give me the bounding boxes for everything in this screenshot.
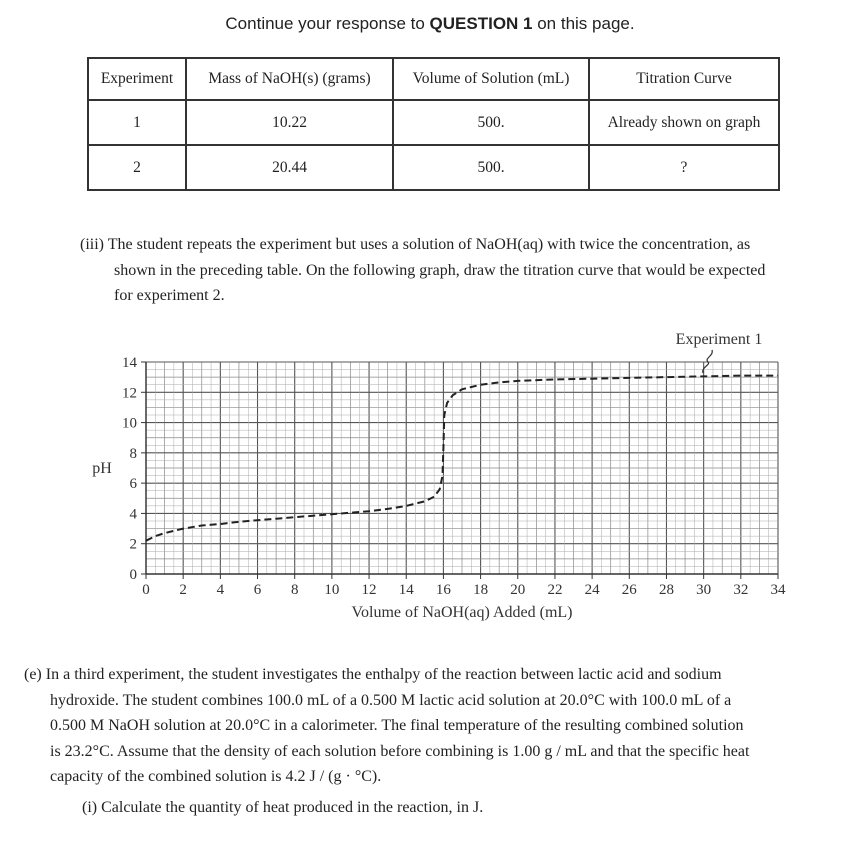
x-tick-label: 4 (216, 582, 225, 598)
part-e-line: capacity of the combined solution is 4.2 J / (g · °C). (50, 768, 382, 785)
chart-axes (122, 355, 786, 598)
table-header-cell: Titration Curve (589, 58, 779, 100)
table-cell: 500. (393, 100, 589, 145)
table-cell: ? (589, 145, 779, 190)
y-tick-label: 6 (129, 476, 137, 493)
y-tick-label: 12 (122, 385, 137, 402)
x-tick-label: 2 (179, 582, 187, 598)
table-cell: 1 (88, 100, 186, 145)
y-axis-label: pH (92, 460, 112, 477)
curve-annotation: Experiment 1 (675, 331, 763, 348)
part-i-text: (i) Calculate the quantity of heat produced in the reaction, in J. (82, 799, 484, 816)
header-suffix: on this page. (532, 14, 635, 33)
x-tick-label: 12 (361, 582, 377, 598)
header-question: QUESTION 1 (429, 14, 533, 33)
x-tick-label: 8 (290, 582, 299, 598)
y-tick-label: 2 (129, 536, 137, 553)
table-header-cell: Mass of NaOH(s) (grams) (186, 58, 393, 100)
x-tick-label: 24 (584, 582, 600, 598)
y-tick-label: 0 (129, 567, 137, 583)
x-tick-label: 10 (324, 582, 340, 598)
table-cell: Already shown on graph (589, 100, 779, 145)
x-tick-label: 34 (770, 582, 786, 598)
chart-grid (146, 362, 778, 574)
part-e-line: (e) In a third experiment, the student investigates the enthalpy of the reaction between lactic acid and sodium (24, 666, 722, 683)
header-prefix: Continue your response to (225, 14, 430, 33)
y-tick-label: 14 (122, 355, 137, 371)
table-cell: 20.44 (186, 145, 393, 190)
part-iii-label: (iii) (80, 236, 104, 253)
part-iii-line: shown in the preceding table. On the following graph, draw the titration curve that would be expected (114, 261, 766, 279)
x-tick-label: 28 (658, 582, 674, 598)
x-tick-label: 32 (733, 582, 749, 598)
x-axis-label: Volume of NaOH(aq) Added (mL) (351, 604, 573, 621)
part-e-line: is 23.2°C. Assume that the density of each solution before combining is 1.00 g / mL and that the specific heat (50, 742, 750, 760)
x-tick-label: 26 (621, 582, 637, 598)
part-iii-line: The student repeats the experiment but uses a solution of NaOH(aq) with twice the concentration, as (107, 236, 751, 253)
x-tick-label: 30 (696, 582, 712, 598)
part-e-line: hydroxide. The student combines 100.0 mL of a 0.500 M lactic acid solution at 20.0°C with 100.0 mL of a (50, 691, 732, 709)
table-header-cell: Experiment (88, 58, 186, 100)
x-tick-label: 18 (473, 582, 489, 598)
table-cell: 500. (393, 145, 589, 190)
table-header-cell: Volume of Solution (mL) (393, 58, 589, 100)
x-tick-label: 16 (435, 582, 451, 598)
table-cell: 10.22 (186, 100, 393, 145)
part-iii-line: for experiment 2. (114, 287, 225, 304)
x-tick-label: 22 (547, 582, 563, 598)
part-e-text (24, 662, 854, 790)
table-cell: 2 (88, 145, 186, 190)
y-tick-label: 4 (129, 506, 137, 523)
y-tick-label: 10 (122, 415, 137, 432)
x-tick-label: 6 (253, 582, 262, 598)
x-tick-label: 0 (142, 582, 150, 598)
y-tick-label: 8 (129, 445, 137, 462)
x-tick-label: 14 (398, 582, 414, 598)
part-e-line: 0.500 M NaOH solution at 20.0°C in a calorimeter. The final temperature of the resulting combined solution (50, 717, 744, 734)
x-tick-label: 20 (510, 582, 526, 598)
